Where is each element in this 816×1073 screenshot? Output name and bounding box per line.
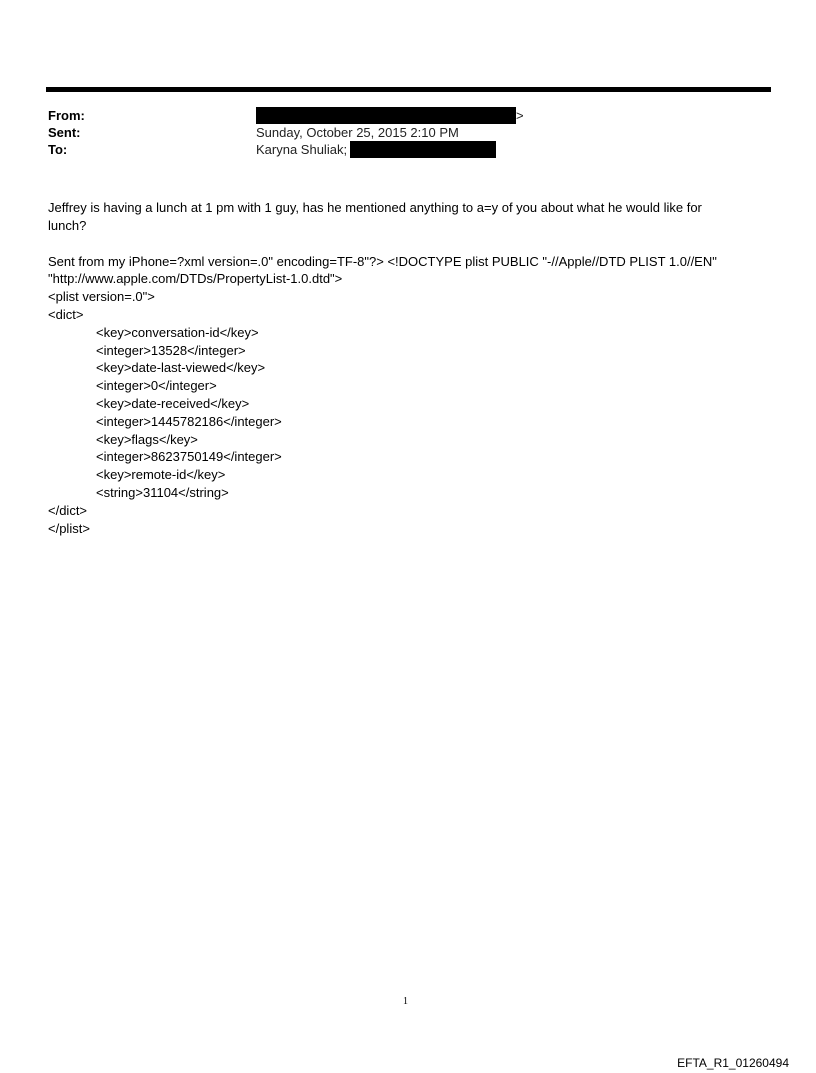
dict-line: <integer>8623750149</integer> [96, 449, 282, 465]
dict-line: <string>31104</string> [96, 484, 229, 500]
body-line: <plist version=.0"> [48, 289, 155, 305]
dict-line: <key>flags</key> [96, 431, 198, 447]
body-line: <dict> [48, 306, 84, 322]
dict-line: <integer>1445782186</integer> [96, 413, 282, 429]
dict-line: <key>conversation-id</key> [96, 324, 259, 340]
from-row [48, 107, 768, 124]
from-label: From: [48, 108, 85, 123]
email-body [48, 199, 758, 537]
body-line: "http://www.apple.com/DTDs/PropertyList-1.0.dtd"> [48, 271, 343, 287]
to-value [256, 141, 496, 159]
document-id: EFTA_R1_01260494 [677, 1056, 789, 1070]
to-label: To: [48, 142, 68, 157]
sent-value: Sunday, October 25, 2015 2:10 PM [256, 125, 459, 140]
body-line: Sent from my iPhone=?xml version=.0" encoding=TF-8"?> <!DOCTYPE plist PUBLIC "-//Apple//DTD PLIST 1.0//EN" [48, 253, 717, 269]
top-divider [46, 87, 771, 92]
dict-line: <key>remote-id</key> [96, 467, 226, 483]
dict-line: <integer>13528</integer> [96, 342, 246, 358]
dict-line: <key>date-received</key> [96, 395, 250, 411]
email-header [48, 107, 768, 158]
from-suffix: > [516, 108, 524, 123]
dict-line: <integer>0</integer> [96, 378, 217, 394]
body-line: </dict> [48, 502, 88, 518]
body-line: </plist> [48, 520, 90, 536]
redaction-block [350, 141, 496, 158]
redaction-block [256, 107, 516, 124]
sent-label: Sent: [48, 125, 81, 140]
dict-line: <key>date-last-viewed</key> [96, 360, 266, 376]
to-recipient: Karyna Shuliak; [256, 142, 348, 157]
page-number: 1 [403, 996, 408, 1007]
body-line: lunch? [48, 217, 87, 233]
from-value [256, 107, 524, 125]
to-row [48, 141, 768, 158]
body-line: Jeffrey is having a lunch at 1 pm with 1 guy, has he mentioned anything to a=y of you about what he would like for [48, 200, 702, 215]
sent-row [48, 124, 768, 141]
